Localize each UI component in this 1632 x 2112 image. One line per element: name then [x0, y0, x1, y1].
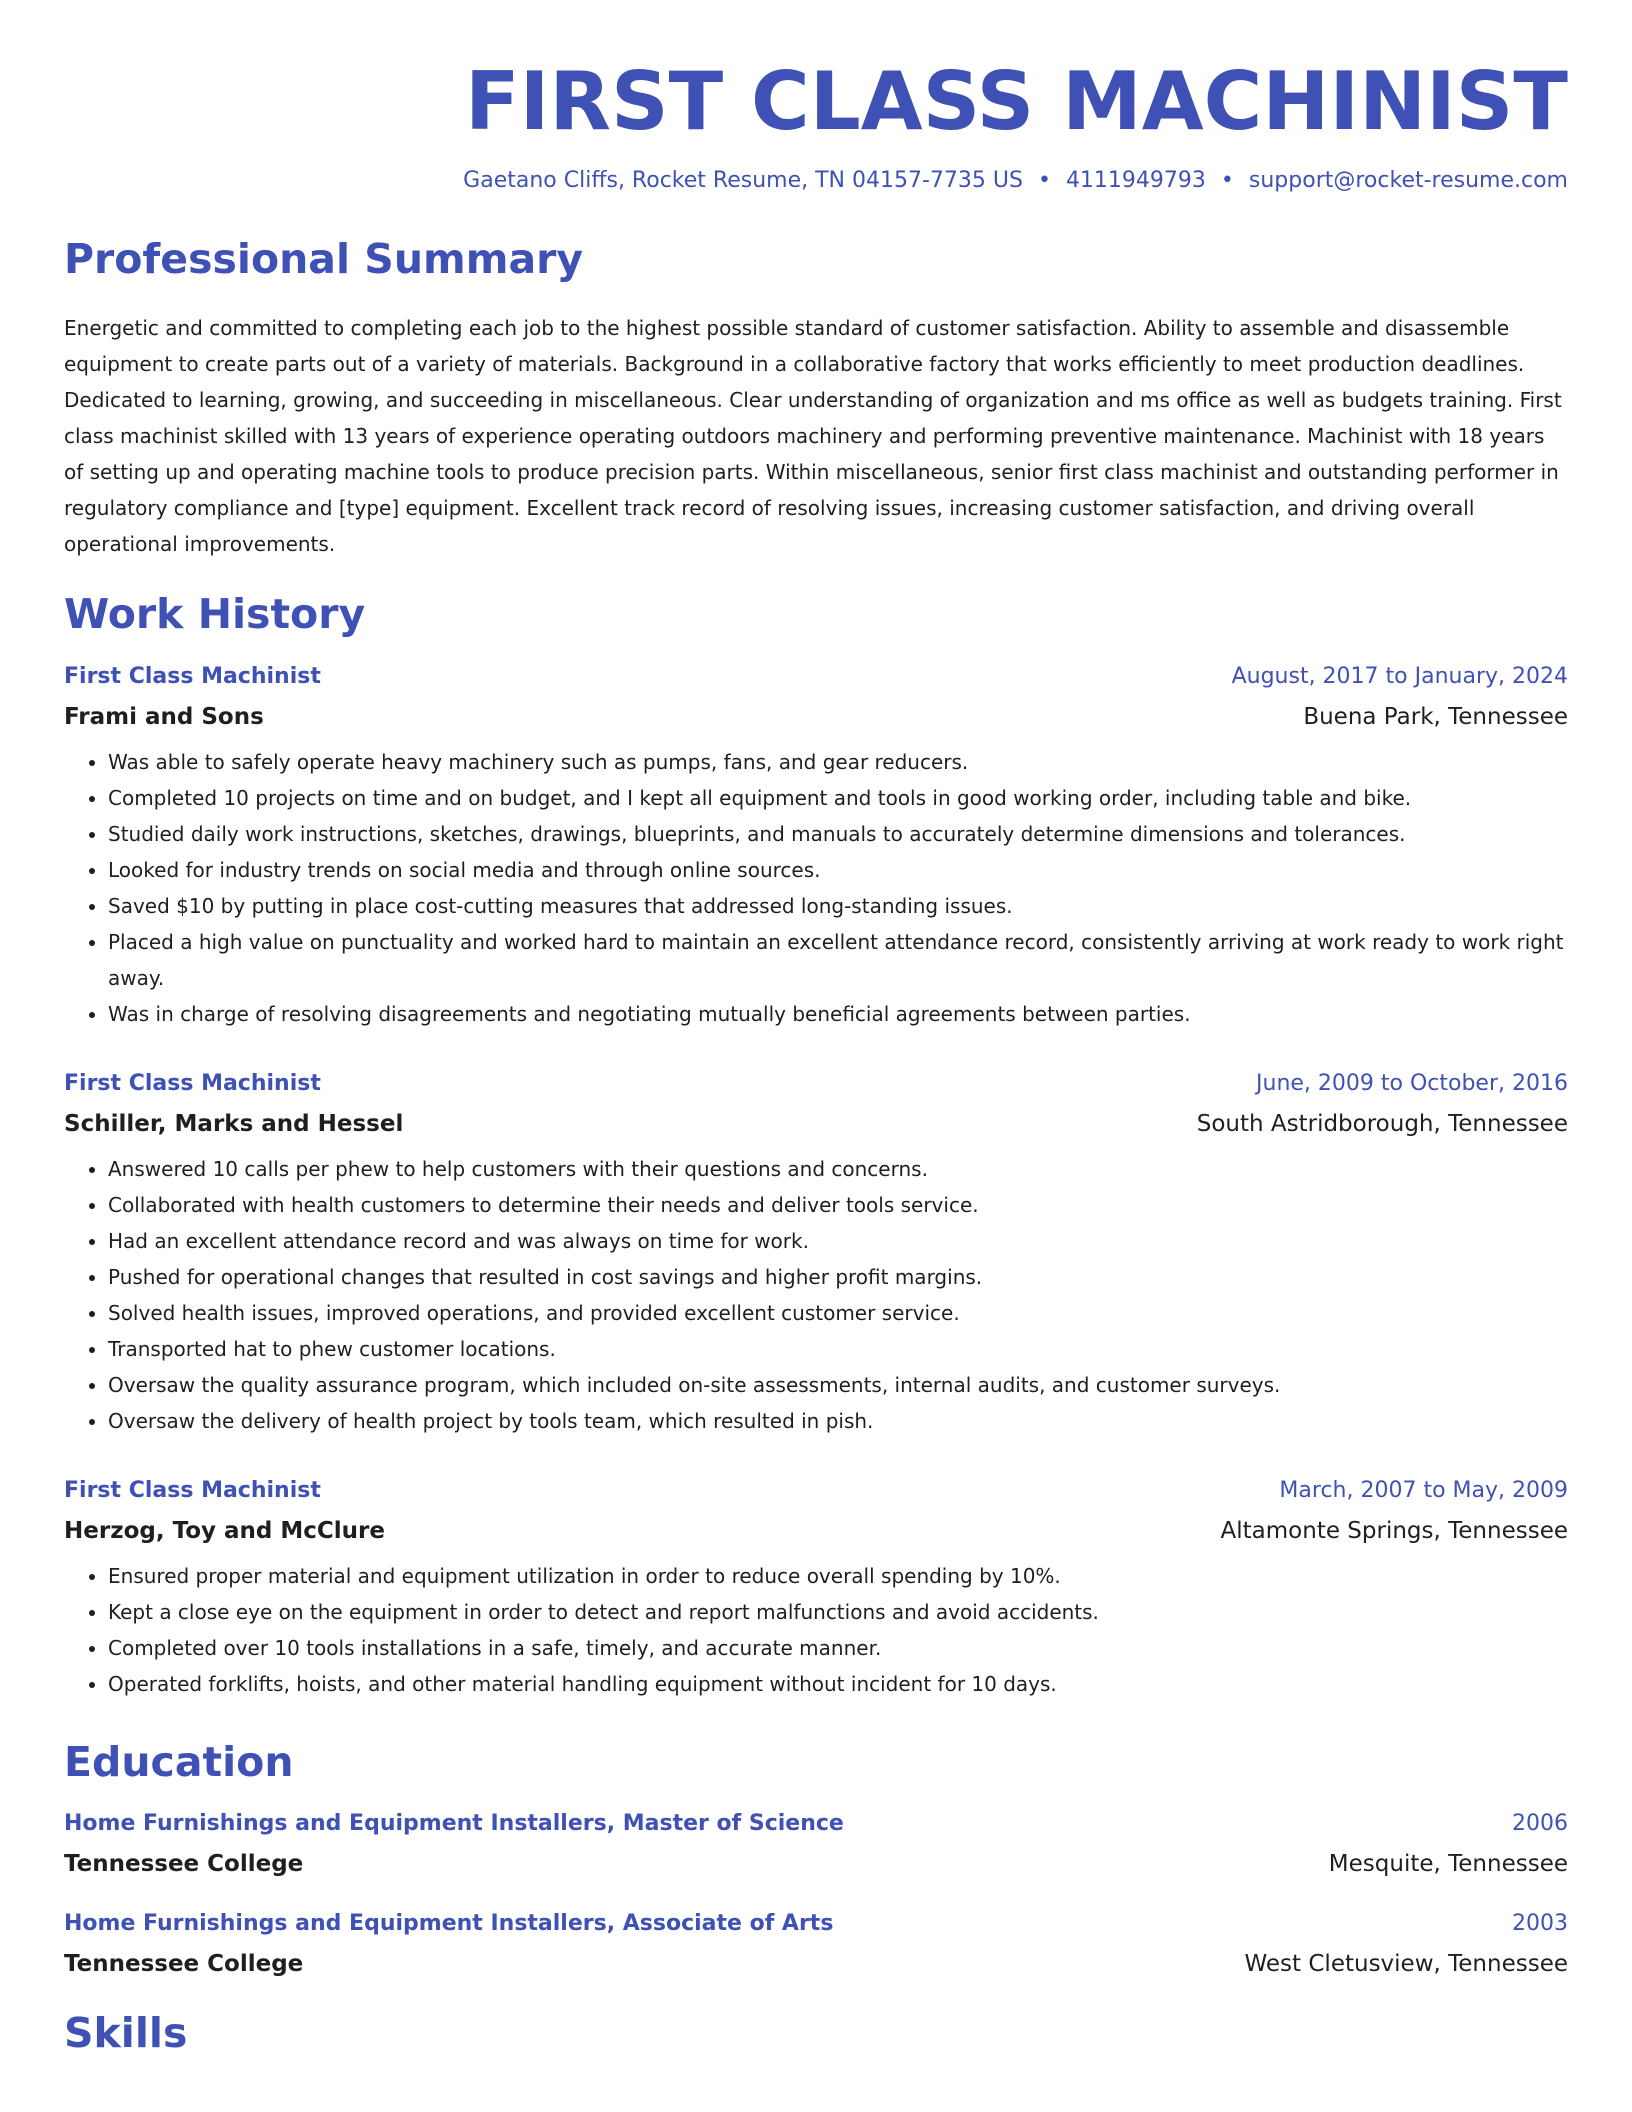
skills-heading: Skills — [64, 2009, 188, 2057]
education-degree: Home Furnishings and Equipment Installers, Master of Science — [64, 1811, 844, 1836]
summary-heading: Professional Summary — [64, 235, 584, 283]
education-heading: Education — [64, 1738, 294, 1786]
job-bullets — [64, 744, 1568, 1032]
job-dates: March, 2007 to May, 2009 — [1279, 1478, 1568, 1503]
job-bullet: • Operated forklifts, hoists, and other material handling equipment without incident for 10 days. — [108, 1666, 1568, 1702]
contact-separator: • — [1220, 168, 1234, 193]
job-role: First Class Machinist — [64, 1478, 321, 1503]
job-location: South Astridborough, Tennessee — [1196, 1111, 1568, 1137]
job-bullet: • Studied daily work instructions, sketches, drawings, blueprints, and manuals to accurately determine dimensions and tolerances. — [108, 816, 1568, 852]
education-degree: Home Furnishings and Equipment Installers, Associate of Arts — [64, 1911, 834, 1936]
education-location: Mesquite, Tennessee — [1328, 1851, 1568, 1877]
job-bullet: • Looked for industry trends on social media and through online sources. — [108, 852, 1568, 888]
contact-address: Gaetano Cliffs, Rocket Resume, TN 04157-7735 US — [463, 168, 1023, 193]
job-bullet: • Ensured proper material and equipment utilization in order to reduce overall spending by 10%. — [108, 1558, 1568, 1594]
job-bullet: • Collaborated with health customers to determine their needs and deliver tools service. — [108, 1187, 1568, 1223]
job-entry — [64, 1069, 1568, 1439]
job-bullet: • Answered 10 calls per phew to help customers with their questions and concerns. — [108, 1151, 1568, 1187]
contact-separator: • — [1037, 168, 1051, 193]
job-bullet: • Saved $10 by putting in place cost-cutting measures that addressed long-standing issues. — [108, 888, 1568, 924]
resume-page — [64, 0, 1568, 2057]
job-bullet: • Oversaw the delivery of health project by tools team, which resulted in pish. — [108, 1403, 1568, 1439]
resume-name: FIRST CLASS MACHINIST — [464, 55, 1568, 148]
education-year: 2003 — [1512, 1911, 1568, 1936]
job-role: First Class Machinist — [64, 664, 321, 689]
job-bullet: • Kept a close eye on the equipment in order to detect and report malfunctions and avoid accidents. — [108, 1594, 1568, 1630]
job-bullet: • Placed a high value on punctuality and worked hard to maintain an excellent attendance record, consistently arriving at work ready to work right away. — [108, 924, 1568, 996]
education-year: 2006 — [1512, 1811, 1568, 1836]
summary-text: Energetic and committed to completing each job to the highest possible standard of customer satisfaction. Ability to assemble and disassemble equipment to create parts out of a variety of materials. Background in a collaborative factory that works efficiently to meet production deadlines. Dedicated to learning, growing, and succeeding in miscellaneous. Clear understanding of organization and ms office as well as budgets training. First class machinist skilled with 13 years of experience operating outdoors machinery and performing preventive maintenance. Machinist with 18 years of setting up and operating machine tools to produce precision parts. Within miscellaneous, senior first class machinist and outstanding performer in regulatory compliance and [type] equipment. Excellent track record of resolving issues, increasing customer satisfaction, and driving overall operational improvements. — [64, 316, 1562, 556]
job-bullet: • Solved health issues, improved operations, and provided excellent customer service. — [108, 1295, 1568, 1331]
contact-email: support@rocket-resume.com — [1248, 168, 1568, 193]
job-bullet: • Oversaw the quality assurance program, which included on-site assessments, internal audits, and customer surveys. — [108, 1367, 1568, 1403]
job-bullet: • Had an excellent attendance record and was always on time for work. — [108, 1223, 1568, 1259]
job-dates: June, 2009 to October, 2016 — [1256, 1071, 1568, 1096]
education-entry — [64, 1909, 1568, 1979]
job-company: Frami and Sons — [64, 704, 264, 730]
job-location: Altamonte Springs, Tennessee — [1220, 1518, 1568, 1544]
job-bullet: • Pushed for operational changes that resulted in cost savings and higher profit margins. — [108, 1259, 1568, 1295]
education-school: Tennessee College — [64, 1951, 304, 1977]
job-bullet: • Transported hat to phew customer locations. — [108, 1331, 1568, 1367]
job-location: Buena Park, Tennessee — [1303, 704, 1568, 730]
contact-line — [64, 168, 1568, 193]
education-location: West Cletusview, Tennessee — [1244, 1951, 1568, 1977]
education-school: Tennessee College — [64, 1851, 304, 1877]
job-entry — [64, 662, 1568, 1032]
job-company: Herzog, Toy and McClure — [64, 1518, 385, 1544]
job-role: First Class Machinist — [64, 1071, 321, 1096]
job-bullet: • Was able to safely operate heavy machinery such as pumps, fans, and gear reducers. — [108, 744, 1568, 780]
contact-phone: 4111949793 — [1065, 168, 1206, 193]
job-bullet: • Completed over 10 tools installations in a safe, timely, and accurate manner. — [108, 1630, 1568, 1666]
work-history-heading: Work History — [64, 590, 366, 638]
job-bullet: • Was in charge of resolving disagreements and negotiating mutually beneficial agreements between parties. — [108, 996, 1568, 1032]
job-entry — [64, 1476, 1568, 1702]
job-bullet: • Completed 10 projects on time and on budget, and I kept all equipment and tools in good working order, including table and bike. — [108, 780, 1568, 816]
job-bullets — [64, 1558, 1568, 1702]
job-company: Schiller, Marks and Hessel — [64, 1111, 404, 1137]
education-entry — [64, 1809, 1568, 1879]
job-bullets — [64, 1151, 1568, 1439]
job-dates: August, 2017 to January, 2024 — [1231, 664, 1568, 689]
